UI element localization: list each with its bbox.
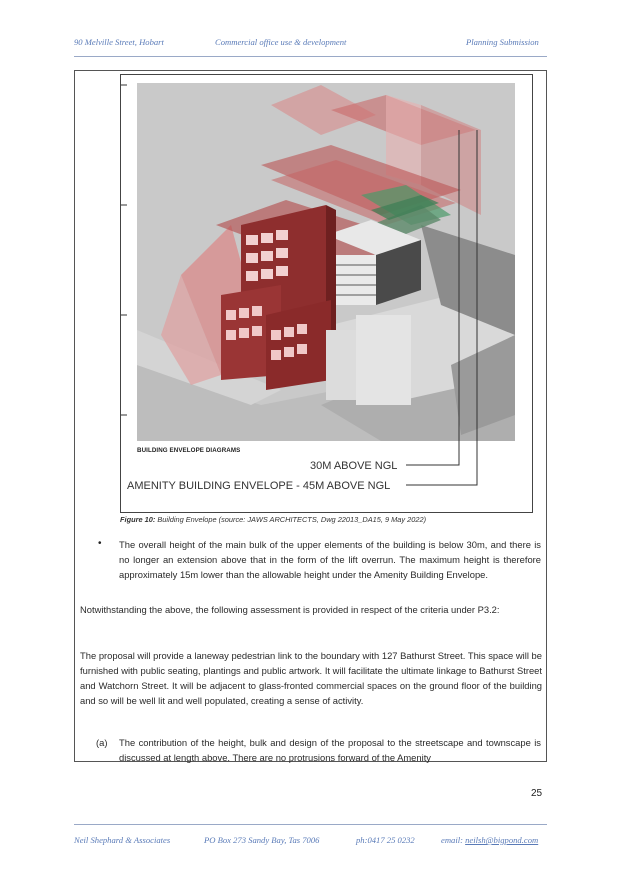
paragraph-criteria: Notwithstanding the above, the following assessment is provided in respect of the criteria under P3.2: (80, 604, 500, 615)
footer-address: PO Box 273 Sandy Bay, Tas 7006 (204, 835, 320, 845)
header-divider (74, 56, 547, 57)
list-item-label: (a) (96, 737, 108, 748)
caption-label: Figure 10: (120, 515, 156, 524)
label-45m: AMENITY BUILDING ENVELOPE - 45M ABOVE NGL (127, 480, 391, 492)
building-envelope-figure (120, 74, 533, 513)
header-title: Commercial office use & development (215, 37, 347, 47)
header-address: 90 Melville Street, Hobart (74, 37, 164, 47)
header-doc-type: Planning Submission (466, 37, 539, 47)
figure-caption (120, 515, 426, 524)
footer-phone: ph:0417 25 0232 (356, 835, 415, 845)
page-number: 25 (531, 788, 543, 799)
bullet-paragraph: The overall height of the main bulk of the upper elements of the building is below 30m, and there is no longer an extension above that in the form of the lift overrun. The maximum height is therefore approximately 15m lower than the allowable height under the Amenity Building Envelope. (119, 539, 541, 580)
footer-email-link[interactable]: neilsh@bigpond.com (465, 835, 539, 845)
label-30m: 30M ABOVE NGL (310, 460, 398, 472)
caption-text: Building Envelope (source: JAWS ARCHITECTS, Dwg 22013_DA15, 9 May 2022) (155, 515, 427, 524)
paragraph-laneway: The proposal will provide a laneway pedestrian link to the boundary with 127 Bathurst Street. This space will be furnished with public seating, plantings and public artwork. It will facilitate the ultimate linkage to Bathurst Street and Watchorn Street. It will be adjacent to glass-fronted commercial spaces on the ground floor of the building and so will be well lit and well populated, creating a sense of activity. (80, 650, 542, 706)
diagram-title: BUILDING ENVELOPE DIAGRAMS (137, 447, 241, 454)
list-item-a: The contribution of the height, bulk and design of the proposal to the streetscape and townscape is discussed at length above. There are no protrusions forward of the Amenity (119, 737, 541, 763)
bullet-icon: • (98, 538, 102, 549)
footer-email-label: email: (441, 835, 463, 845)
footer-email[interactable] (441, 835, 538, 845)
footer-firm: Neil Shephard & Associates (74, 835, 171, 845)
footer-divider (74, 824, 547, 825)
